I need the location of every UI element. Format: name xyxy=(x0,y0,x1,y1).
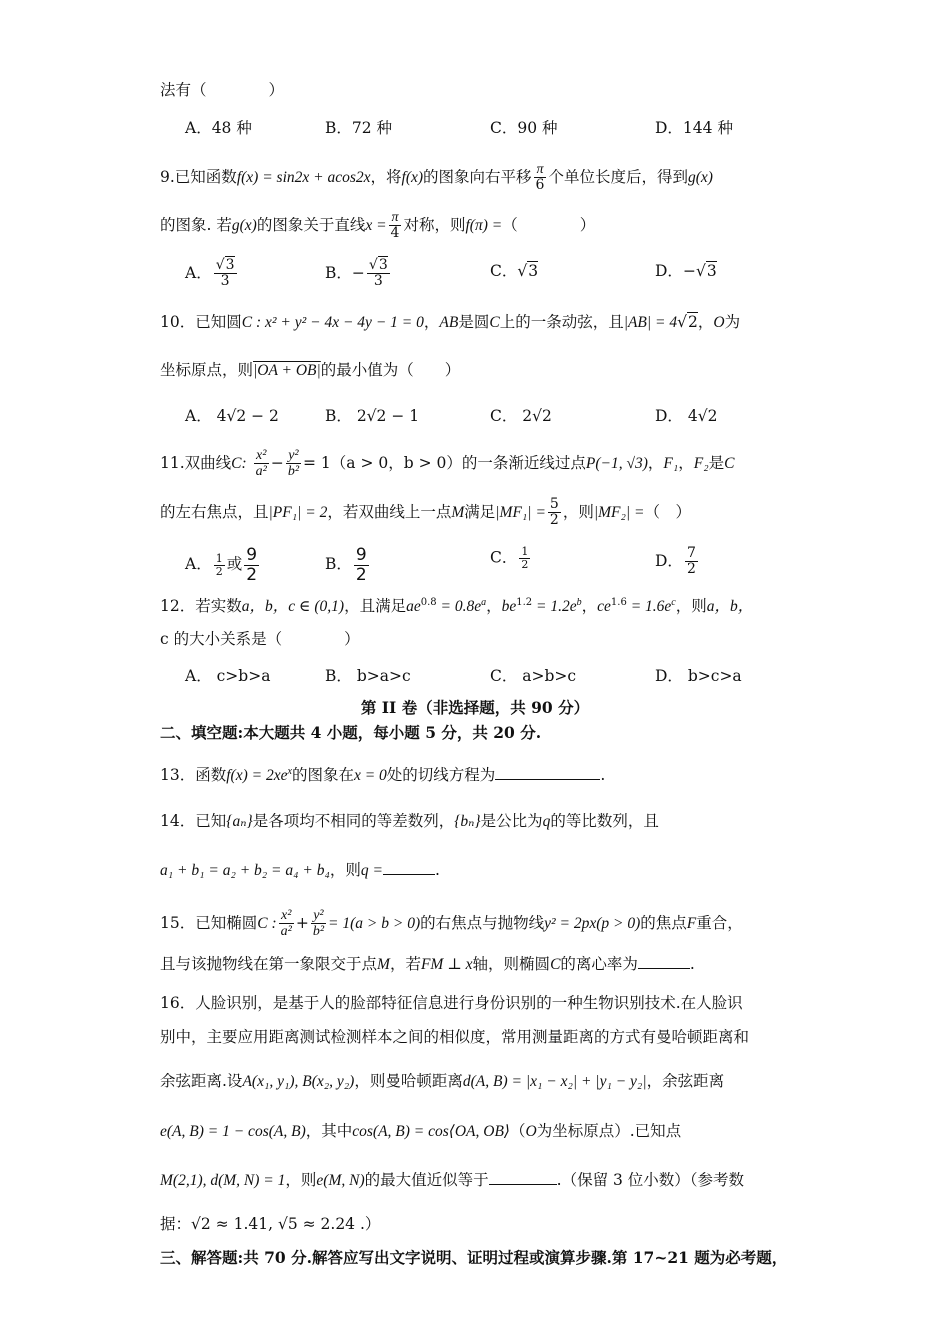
q10-line2: 坐标原点，则|OA + OB|的最小值为（ ） xyxy=(160,361,461,379)
q11-option-d: D． $\frac{7}{2}$ xyxy=(655,545,696,578)
q12-option-b: B． b>a>c xyxy=(325,667,411,685)
q10-option-b: B． 2√2 − 1 xyxy=(325,407,420,425)
section2-heading: 二、填空题:本大题共 4 小题，每小题 5 分，共 20 分. xyxy=(160,723,542,742)
q9-option-a: A． $\frac{√3}{3}$ xyxy=(185,257,235,290)
section3-heading: 三、解答题:共 70 分.解答应写出文字说明、证明过程或演算步骤.第 17~21 题为必考题， xyxy=(160,1248,788,1267)
q14-line2: a₁ + b₁ = a₂ + b₂ = a₄ + b₄，则q = . xyxy=(160,861,440,879)
q9-frac-pi4: $\frac{\pi}{4}$ xyxy=(390,210,400,242)
q12-option-a: A． c>b>a xyxy=(185,667,271,685)
q16-answer-blank xyxy=(489,1184,557,1185)
q11-line2: 的左右焦点，且|PF₁| = 2，若双曲线上一点M满足|MF₁| = $\frac{5}{2}$ ，则|MF₂| =（ ） xyxy=(160,496,691,529)
q13-answer-blank xyxy=(495,779,600,780)
q14-answer-blank xyxy=(383,874,435,875)
q12-line2: c 的大小关系是（ ） xyxy=(160,630,360,648)
q10-line1: 10．已知圆C : x² + y² − 4x − 4y − 1 = 0，AB是圆C上的一条动弦，且|AB| = 4√2，O为 xyxy=(160,313,741,331)
q12-line1: 12．若实数a，b，c ∈ (0,1)，且满足$ae^{0.8} = 0.8e^a$，$be^{1.2} = 1.2e^b$，$ce^{1.6} = 1.6e^c$，则a，b， xyxy=(160,597,754,616)
q12-option-d: D． b>c>a xyxy=(655,667,742,685)
q9-option-b: B．− $\frac{√3}{3}$ xyxy=(325,257,388,290)
q11-option-a: A． $\frac{1}{2}$ 或 $\frac{9}{2}$ xyxy=(185,545,258,585)
q16-line2: 别中，主要应用距离测试检测样本之间的相似度，常用测量距离的方式有曼哈顿距离和 xyxy=(160,1028,750,1046)
q9-option-d: D．−√3 xyxy=(655,262,717,280)
q13: 13．函数$f(x) = 2xe^x$的图象在x = 0处的切线方程为 . xyxy=(160,766,606,785)
q10-option-c: C． 2√2 xyxy=(490,407,552,425)
q16-line5: M(2,1), d(M, N) = 1，则e(M, N)的最大值近似等于 .（保留 3 位小数）（参考数 xyxy=(160,1171,745,1189)
q16-line1: 16．人脸识别，是基于人的脸部特征信息进行身份识别的一种生物识别技术.在人脸识 xyxy=(160,994,743,1012)
q11-option-b: B． $\frac{9}{2}$ xyxy=(325,545,367,585)
q10-option-a: A． 4√2 − 2 xyxy=(185,407,279,425)
q9-line1: 9.已知函数f(x) = sin2x + acos2x，将f(x)的图象向右平移 $\frac{\pi}{6}$ 个单位长度后，得到g(x) xyxy=(160,162,713,194)
q16-line6: 据：√2 ≈ 1.41, √5 ≈ 2.24 .） xyxy=(160,1215,381,1233)
q8-option-d: D．144 种 xyxy=(655,119,733,137)
q16-line4: e(A, B) = 1 − cos(A, B)，其中cos(A, B) = cos⟨OA, OB⟩（O为坐标原点）.已知点 xyxy=(160,1122,682,1140)
q15-line2: 且与该抛物线在第一象限交于点M，若FM ⊥ x轴，则椭圆C的离心率为 . xyxy=(160,955,695,973)
q15-answer-blank xyxy=(638,968,690,969)
q10-option-d: D． 4√2 xyxy=(655,407,718,425)
q8-stem-tail: 法有（ ） xyxy=(160,81,285,99)
q11-option-c: C． $\frac{1}{2}$ xyxy=(490,545,529,572)
q9-frac-pi6: $\frac{\pi}{6}$ xyxy=(535,162,545,194)
q8-option-b: B．72 种 xyxy=(325,119,393,137)
q15-line1: 15．已知椭圆C : $\frac{\text{x²}}{\text{a²}}$ + $\frac{\text{y²}}{\text{b²}}$ = 1(a > b > 0)的右焦点与抛物线y² = 2px(p > 0)的焦点F重合， xyxy=(160,908,743,940)
q12-option-c: C． a>b>c xyxy=(490,667,577,685)
q8-option-a: A．48 种 xyxy=(185,119,252,137)
q8-option-c: C．90 种 xyxy=(490,119,558,137)
part2-title: 第 II 卷（非选择题，共 90 分） xyxy=(360,698,590,717)
q16-line3: 余弦距离.设A(x₁, y₁), B(x₂, y₂)，则曼哈顿距离d(A, B) = |x₁ − x₂| + |y₁ − y₂|，余弦距离 xyxy=(160,1072,725,1090)
q9-option-c: C．√3 xyxy=(490,262,539,280)
q14-line1: 14．已知{aₙ}是各项均不相同的等差数列，{bₙ}是公比为q的等比数列，且 xyxy=(160,812,659,830)
q11-line1: 11.双曲线C: $\frac{\text{x²}}{\text{a²}}$ − $\frac{\text{y²}}{\text{b²}}$ = 1（a > 0，b > 0）的一条渐近线过点P(−1, √3)，F₁，F₂是C xyxy=(160,448,735,480)
q9-line2: 的图象. 若g(x)的图象关于直线x = $\frac{\pi}{4}$ 对称，则f(π) =（ ） xyxy=(160,210,596,242)
